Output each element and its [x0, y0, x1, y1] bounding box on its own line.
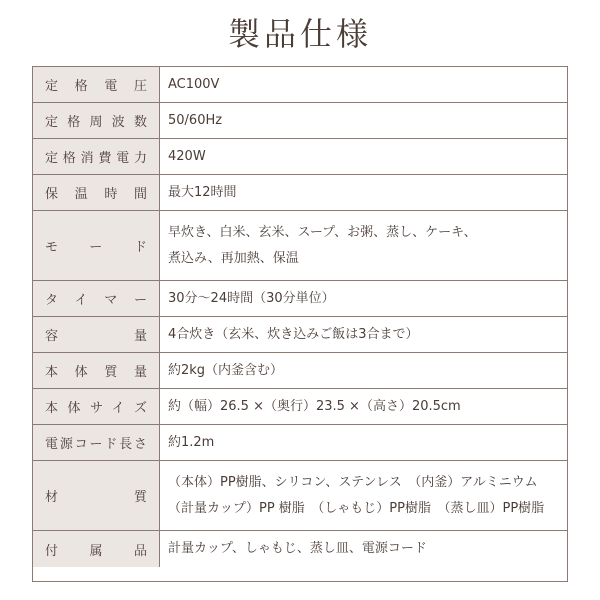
spec-row-material	[33, 461, 567, 531]
spec-value-line: 約（幅）26.5 ×（奥行）23.5 ×（高さ）20.5cm	[168, 398, 461, 414]
spec-label-text: 付属品	[45, 543, 147, 559]
spec-value	[160, 67, 567, 102]
spec-label-text: 電源コード長さ	[45, 437, 147, 452]
spec-label-text: 保温時間	[45, 187, 147, 202]
spec-value-line: 煮込み、再加熱、保温	[168, 250, 299, 266]
spec-value-line: 4合炊き（玄米、炊き込みご飯は3合まで）	[168, 326, 419, 342]
spec-row-mode	[33, 211, 567, 281]
spec-value-line: 計量カップ、しゃもじ、蒸し皿、電源コード	[168, 541, 427, 556]
spec-row-weight	[33, 353, 567, 389]
spec-value	[160, 103, 567, 138]
spec-value-line: （計量カップ）PP 樹脂 （しゃもじ）PP樹脂 （蒸し皿）PP樹脂	[168, 500, 545, 516]
spec-label	[33, 175, 160, 210]
spec-value-line: AC100V	[168, 76, 220, 92]
spec-row-frequency	[33, 103, 567, 139]
spec-value-line: 420W	[168, 148, 206, 164]
spec-row-capacity	[33, 317, 567, 353]
spec-value	[160, 389, 567, 424]
spec-row-power	[33, 139, 567, 175]
spec-label	[33, 461, 160, 530]
spec-row-rated-voltage	[33, 67, 567, 103]
spec-row-timer	[33, 281, 567, 317]
spec-label-text: モード	[45, 240, 147, 255]
spec-label	[33, 103, 160, 138]
spec-label-text: 本体質量	[45, 365, 147, 380]
page-title: 製品仕様	[227, 15, 372, 53]
spec-label	[33, 281, 160, 316]
spec-value-line: 早炊き、白米、玄米、スープ、お粥、蒸し、ケーキ、	[168, 224, 477, 240]
spec-label	[33, 139, 160, 174]
spec-row-cord-length	[33, 425, 567, 461]
spec-value-line: 約2kg（内釜含む）	[168, 362, 284, 378]
spec-label-text: タイマー	[45, 293, 147, 308]
spec-label	[33, 317, 160, 352]
spec-label	[33, 211, 160, 280]
spec-value	[160, 425, 567, 460]
spec-table	[32, 66, 568, 582]
spec-value	[160, 317, 567, 352]
spec-label-text: 定格周波数	[45, 115, 147, 130]
spec-value	[160, 281, 567, 316]
spec-value	[160, 353, 567, 388]
spec-label-text: 容量	[45, 329, 147, 344]
spec-row-size	[33, 389, 567, 425]
spec-value	[160, 461, 567, 530]
spec-label	[33, 389, 160, 424]
spec-label-text: 材質	[45, 490, 147, 505]
spec-value	[160, 139, 567, 174]
spec-value-line: 約1.2m	[168, 434, 215, 450]
spec-row-keep-warm	[33, 175, 567, 211]
spec-value	[160, 175, 567, 210]
spec-label	[33, 67, 160, 102]
spec-value	[160, 531, 567, 567]
spec-value-line: 30分〜24時間（30分単位）	[168, 290, 335, 306]
spec-label-text: 定格電圧	[45, 79, 147, 94]
spec-label	[33, 353, 160, 388]
spec-row-accessories	[33, 531, 567, 567]
spec-value-line: 最大12時間	[168, 184, 237, 200]
spec-value	[160, 211, 567, 280]
spec-label-text: 定格消費電力	[45, 151, 147, 166]
spec-label	[33, 425, 160, 460]
spec-value-line: 50/60Hz	[168, 112, 223, 128]
spec-label-text: 本体サイズ	[45, 401, 147, 416]
spec-value-line: （本体）PP樹脂、シリコン、ステンレス （内釜）アルミニウム	[168, 474, 538, 490]
spec-label	[33, 531, 160, 567]
